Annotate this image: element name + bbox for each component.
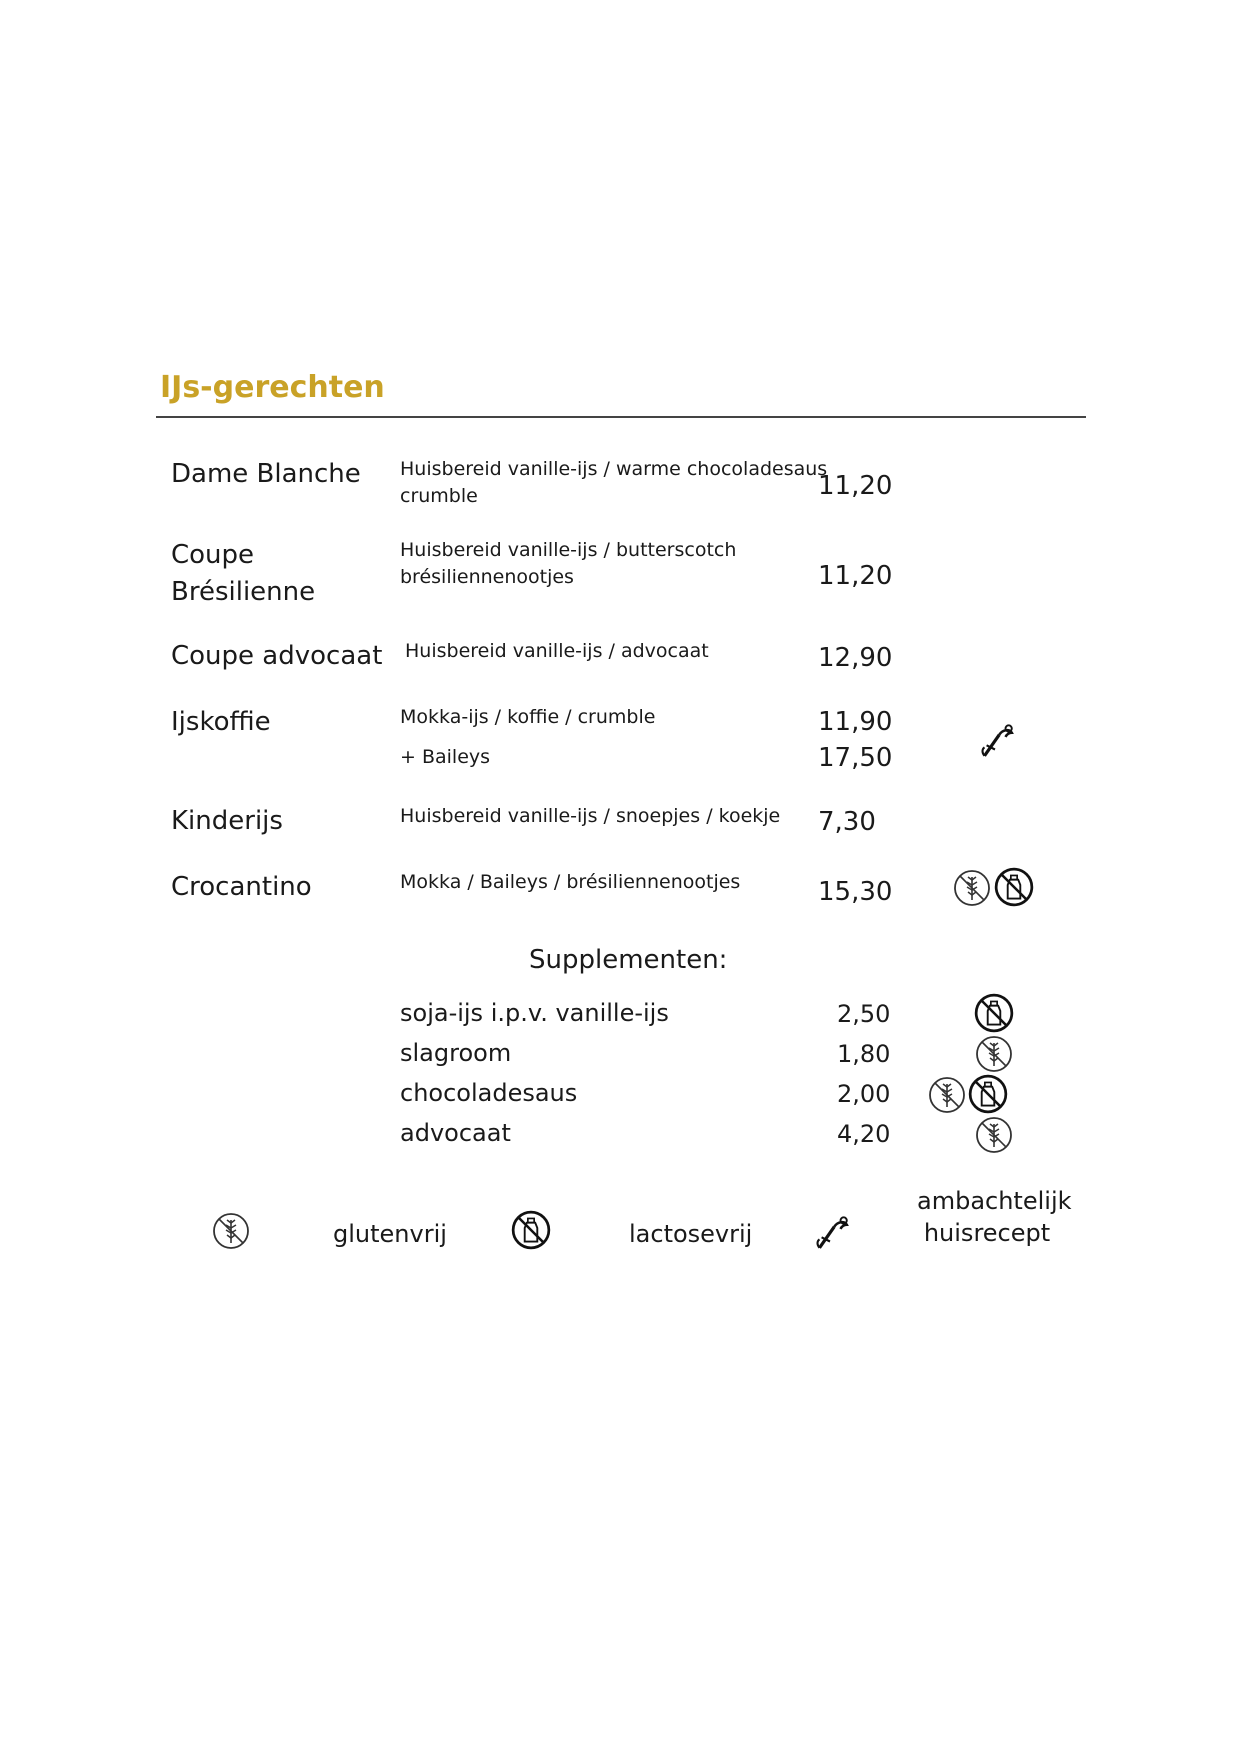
supplement-price: 2,00	[837, 1080, 891, 1108]
dish-description: brésiliennenootjes	[400, 566, 574, 588]
lactose-free-icon	[993, 866, 1035, 908]
lactose-free-icon	[510, 1209, 552, 1251]
dish-name: Coupe advocaat	[171, 641, 383, 671]
dish-description: Huisbereid vanille-ijs / butterscotch	[400, 539, 737, 561]
supplement-name: slagroom	[400, 1039, 512, 1067]
dish-name: Crocantino	[171, 872, 312, 902]
dish-price: 7,30	[818, 807, 876, 837]
lactose-free-icon	[973, 992, 1015, 1034]
supplement-name: soja-ijs i.p.v. vanille-ijs	[400, 999, 669, 1027]
lactose-free-icon	[967, 1073, 1009, 1115]
supplement-price: 2,50	[837, 1000, 891, 1028]
dish-description: Huisbereid vanille-ijs / warme chocoladesaus	[400, 458, 828, 480]
dish-description: Mokka-ijs / koffie / crumble	[400, 706, 656, 728]
dish-price: 11,90	[818, 707, 893, 737]
supplement-price: 1,80	[837, 1040, 891, 1068]
dish-description: Huisbereid vanille-ijs / advocaat	[405, 640, 709, 662]
gluten-free-icon	[974, 1034, 1014, 1074]
legend-gluten-label: glutenvrij	[333, 1220, 447, 1248]
supplements-title: Supplementen:	[529, 945, 728, 975]
supplement-name: advocaat	[400, 1119, 511, 1147]
gluten-free-icon	[927, 1075, 967, 1115]
homemade-icon	[974, 718, 1016, 760]
dish-price: 15,30	[818, 877, 893, 907]
gluten-free-icon	[211, 1211, 251, 1251]
legend-homemade-line1: ambachtelijk	[917, 1187, 1072, 1215]
dish-price-with-baileys: 17,50	[818, 743, 893, 773]
dish-price: 12,90	[818, 643, 893, 673]
dish-name: Ijskoffie	[171, 707, 271, 737]
dish-name: Dame Blanche	[171, 459, 361, 489]
dish-price: 11,20	[818, 471, 893, 501]
dish-description: + Baileys	[400, 746, 491, 768]
supplement-price: 4,20	[837, 1120, 891, 1148]
dish-name: Coupe	[171, 540, 255, 570]
dish-name: Brésilienne	[171, 577, 316, 607]
supplement-name: chocoladesaus	[400, 1079, 578, 1107]
legend-homemade-label	[917, 1185, 1072, 1249]
gluten-free-icon	[974, 1115, 1014, 1155]
legend-homemade-line2: huisrecept	[923, 1219, 1051, 1247]
title-divider	[156, 416, 1086, 418]
section-title: IJs-gerechten	[160, 370, 385, 405]
legend-lactose-label: lactosevrij	[629, 1220, 753, 1248]
gluten-free-icon	[952, 868, 992, 908]
homemade-icon	[809, 1210, 851, 1252]
dish-name: Kinderijs	[171, 806, 283, 836]
dish-price: 11,20	[818, 561, 893, 591]
dish-description: Mokka / Baileys / brésiliennenootjes	[400, 871, 741, 893]
dish-description: Huisbereid vanille-ijs / snoepjes / koekje	[400, 805, 781, 827]
dish-description: crumble	[400, 485, 478, 507]
